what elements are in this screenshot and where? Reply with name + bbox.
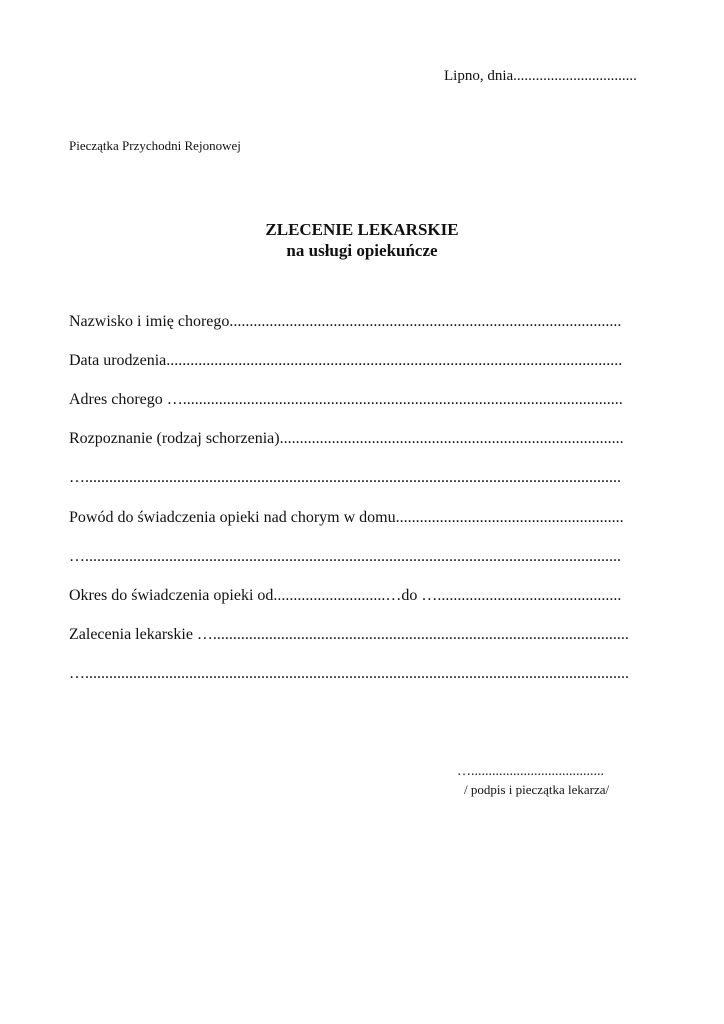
- field-recommendations-continued: …........................................................................................................................................: [69, 665, 629, 682]
- title-main: ZLECENIE LEKARSKIE: [265, 220, 459, 239]
- place-date-line: Lipno, dnia.................................: [444, 68, 637, 84]
- field-care-period: Okres do świadczenia opieki od............................…do …..............................................: [69, 587, 622, 604]
- field-patient-name: Nazwisko i imię chorego..................................................................................................: [69, 313, 622, 330]
- field-birth-date: Data urodzenia..................................................................................................................: [69, 352, 623, 369]
- field-diagnosis: Rozpoznanie (rodzaj schorzenia)......................................................................................: [69, 430, 624, 447]
- field-care-reason: Powód do świadczenia opieki nad chorym w domu.........................................................: [69, 509, 624, 526]
- field-diagnosis-continued: …......................................................................................................................................: [69, 469, 621, 486]
- title-subtitle: na usługi opiekuńcze: [286, 241, 438, 260]
- document-title: [0, 219, 724, 261]
- signature-line: …......................................: [457, 764, 604, 779]
- signature-label: / podpis i pieczątka lekarza/: [464, 782, 610, 797]
- clinic-stamp-label: Pieczątka Przychodni Rejonowej: [69, 138, 241, 153]
- field-patient-address: Adres chorego …..............................................................................................................: [69, 391, 623, 408]
- field-care-reason-continued: …......................................................................................................................................: [69, 548, 621, 565]
- field-medical-recommendations: Zalecenia lekarskie …........................................................................................................: [69, 626, 629, 643]
